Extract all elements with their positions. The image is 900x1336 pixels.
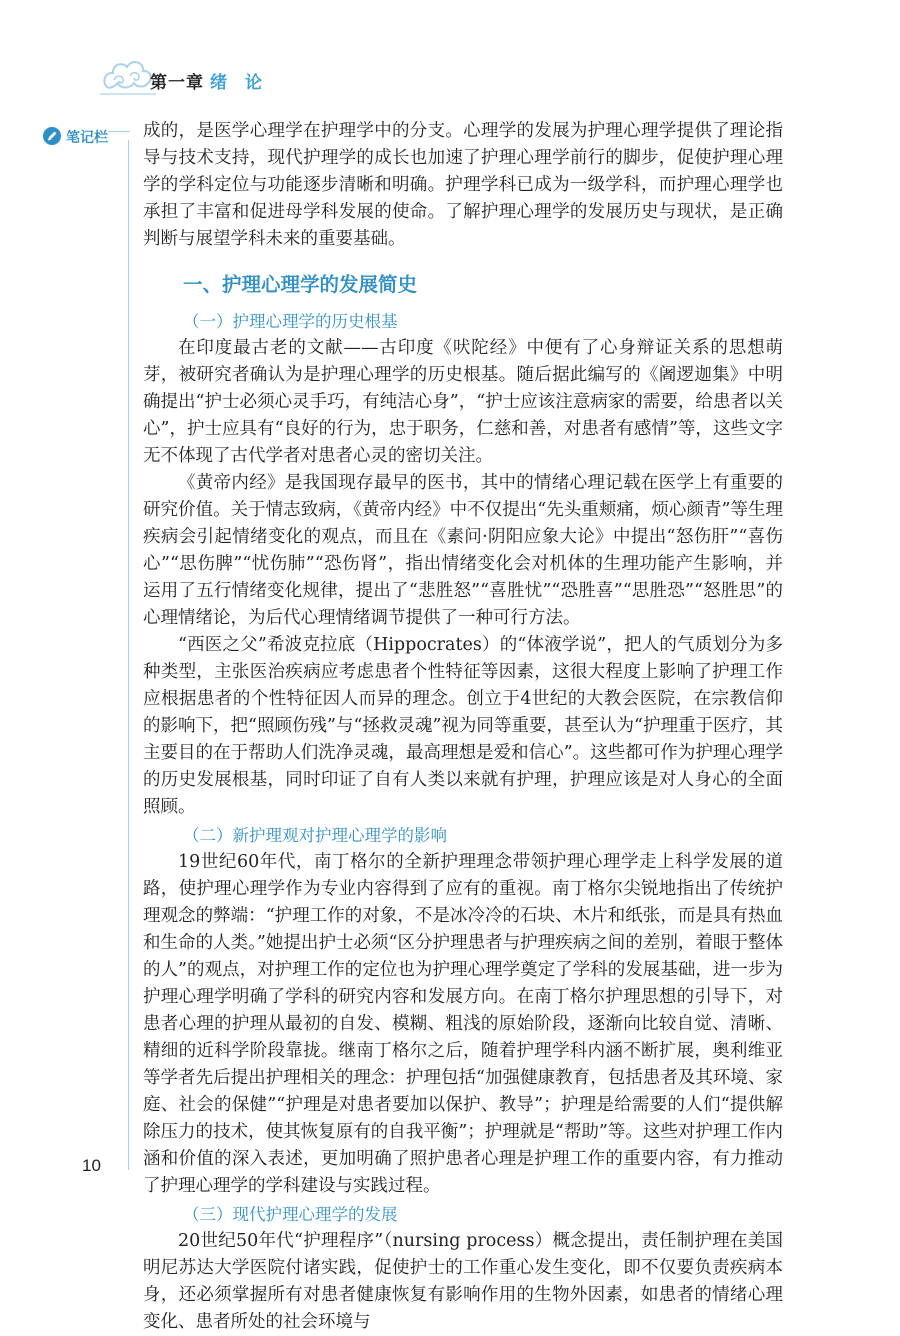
paragraph: 《黄帝内经》是我国现存最早的医书，其中的情绪心理记载在医学上有重要的研究价值。关于情志致病，《黄帝内经》中不仅提出“先头重颊痛，烦心颜青”等生理疾病会引起情绪变化的观点，而且在《素问·阴阳应象大论》中提出“怒伤肝”“喜伤心”“思伤脾”“忧伤肺”“恐伤肾”，指出情绪变化会对机体的生理功能产生影响，并运用了五行情绪变化规律，提出了“悲胜怒”“喜胜忧”“恐胜喜”“思胜恐”“怒胜思”的心理情绪论，为后代心理情绪调节提供了一种可行方法。 bbox=[143, 473, 783, 628]
page-header bbox=[100, 52, 820, 102]
paragraph: 19世纪60年代，南丁格尔的全新护理理念带领护理心理学走上科学发展的道路，使护理心理学作为专业内容得到了应有的重视。南丁格尔尖锐地指出了传统护理观念的弊端：“护理工作的对象，不是冰冷冷的石块、木片和纸张，而是具有热血和生命的人类。”她提出护士必须“区分护理患者与护理疾病之间的差别，着眼于整体的人”的观点，对护理工作的定位也为护理心理学奠定了学科的发展基础，进一步为护理心理学明确了学科的研究内容和发展方向。在南丁格尔护理思想的引导下，对患者心理的护理从最初的自发、模糊、粗浅的原始阶段，逐渐向比较自觉、清晰、精细的近科学阶段靠拢。继南丁格尔之后，随着护理学科内涵不断扩展，奥利维亚等学者先后提出护理相关的理念：护理包括“加强健康教育，包括患者及其环境、家庭、社会的保健”“护理是对患者要加以保护、教导”；护理是给需要的人们“提供解除压力的技术，使其恢复原有的自我平衡”；护理就是“帮助”等。这些对护理工作内涵和价值的深入表述，更加明确了照护患者心理是护理工作的重要内容，有力推动了护理心理学的学科建设与实践过程。 bbox=[143, 852, 783, 1196]
pencil-note-icon bbox=[42, 126, 62, 146]
notes-divider-line bbox=[128, 140, 129, 1170]
section-title: 一、护理心理学的发展简史 bbox=[183, 273, 418, 296]
subsection-title-3: （三）现代护理心理学的发展 bbox=[183, 1205, 398, 1224]
chapter-heading bbox=[150, 68, 280, 93]
chapter-title: 绪论 bbox=[210, 73, 280, 93]
paragraph: 20世纪50年代“护理程序”（nursing process）概念提出，责任制护理在美国明尼苏达大学医院付诸实践，促使护士的工作重心发生变化，即不仅要负责疾病本身，还必须掌握所有对患者健康恢复有影响作用的生物外因素，如患者的情绪心理变化、患者所处的社会环境与 bbox=[143, 1231, 783, 1332]
subsection-title-2: （二）新护理观对护理心理学的影响 bbox=[183, 826, 447, 845]
main-text bbox=[143, 118, 783, 1336]
paragraph: “西医之父”希波克拉底（Hippocrates）的“体液学说”，把人的气质划分为多种类型，主张医治疾病应考虑患者个性特征等因素，这很大程度上影响了护理工作应根据患者的个性特征因人而异的理念。创立于4世纪的大教会医院，在宗教信仰的影响下，把“照顾伤残”与“拯救灵魂”视为同等重要，甚至认为“护理重于医疗，其主要目的在于帮助人们洗净灵魂，最高理想是爱和信心”。这些都可作为护理心理学的历史发展根基，同时印证了自有人类以来就有护理，护理应该是对人身心的全面照顾。 bbox=[143, 635, 783, 817]
intro-paragraph: 成的，是医学心理学在护理学中的分支。心理学的发展为护理心理学提供了理论指导与技术支持，现代护理学的成长也加速了护理心理学前行的脚步，促使护理心理学的学科定位与功能逐步清晰和明确。护理学科已成为一级学科，而护理心理学也承担了丰富和促进母学科发展的使命。了解护理心理学的发展历史与现状，是正确判断与展望学科未来的重要基础。 bbox=[143, 121, 783, 249]
notes-connector-line bbox=[108, 131, 130, 132]
subsection-title-1: （一）护理心理学的历史根基 bbox=[183, 312, 398, 331]
notes-label: 笔记栏 bbox=[66, 130, 108, 146]
cloud-ornament-icon bbox=[100, 52, 156, 98]
page-number: 10 bbox=[82, 1156, 101, 1175]
notes-column-label bbox=[42, 122, 132, 152]
chapter-label: 第一章 bbox=[150, 73, 204, 93]
paragraph: 在印度最古老的文献——古印度《吠陀经》中便有了心身辩证关系的思想萌芽，被研究者确认为是护理心理学的历史根基。随后据此编写的《阇逻迦集》中明确提出“护士必须心灵手巧，有纯洁心身”，“护士应该注意病家的需要，给患者以关心”，护士应具有“良好的行为，忠于职务，仁慈和善，对患者有感情”等，这些文字无不体现了古代学者对患者心灵的密切关注。 bbox=[143, 338, 783, 466]
